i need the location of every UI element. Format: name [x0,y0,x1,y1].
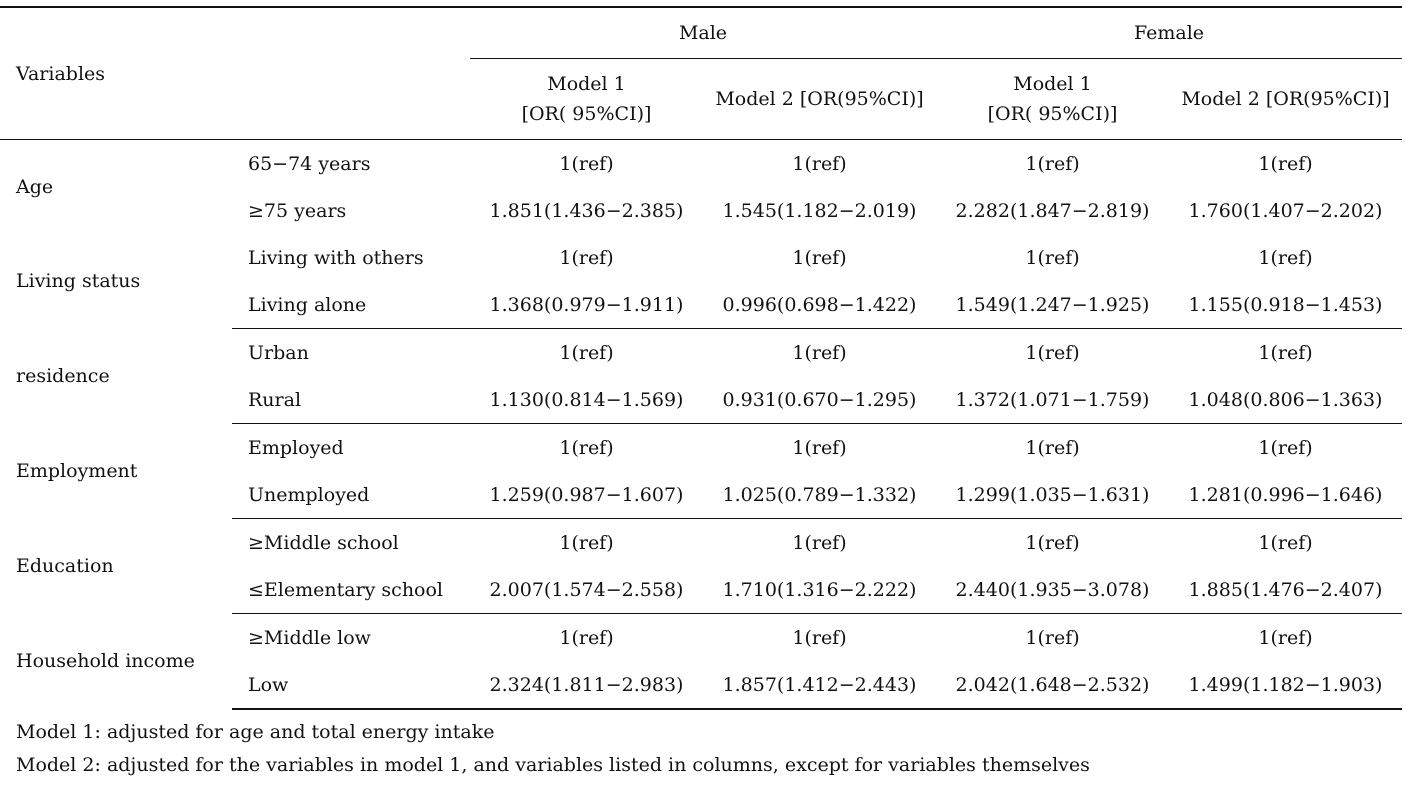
female-model1-value: 1.299(1.035−1.631) [936,471,1169,519]
male-model1-value: 1.130(0.814−1.569) [470,376,703,424]
male-model2-header: Model 2 [OR(95%CI)] [703,59,936,140]
female-model2-value: 1(ref) [1258,152,1313,175]
male-model1-value: 2.007(1.574−2.558) [470,566,703,614]
male-model1-value: 1(ref) [559,436,614,459]
male-model2-value: 1(ref) [792,152,847,175]
male-model1-line2: [OR( 95%CI)] [521,103,652,125]
male-model1-value: 1(ref) [559,246,614,269]
footnote-model2: Model 2: adjusted for the variables in model 1, and variables listed in columns, except for variables themselves [16,754,1090,776]
female-model1-value: 2.440(1.935−3.078) [936,566,1169,614]
female-model1-value: 1(ref) [1025,341,1080,364]
female-model2-value: 1.760(1.407−2.202) [1188,199,1383,222]
male-model2-value: 1(ref) [792,531,847,554]
odds-ratio-table [0,6,1402,710]
table-row [0,234,1402,281]
female-model2-value: 1(ref) [1258,531,1313,554]
table-row [0,329,1402,377]
female-model1-value: 1.372(1.071−1.759) [936,376,1169,424]
category-label: ≥Middle low [248,626,371,649]
male-model1-value: 1(ref) [559,626,614,649]
male-model2-value: 1(ref) [792,626,847,649]
table-row [0,140,1402,188]
category-label: Unemployed [232,471,470,519]
female-model2-value: 1.155(0.918−1.453) [1169,281,1402,329]
male-model1-value: 1(ref) [559,152,614,175]
female-model2-value: 1.499(1.182−1.903) [1169,661,1402,709]
female-model2-value: 1(ref) [1258,246,1313,269]
female-model1-value: 1(ref) [1025,531,1080,554]
category-label: ≥Middle school [248,531,399,554]
male-model1-value: 1(ref) [559,531,614,554]
category-label: 65−74 years [248,152,371,175]
female-model1-value: 1(ref) [1025,436,1080,459]
female-model1-value: 1.549(1.247−1.925) [936,281,1169,329]
female-model2-value: 1(ref) [1258,436,1313,459]
female-model2-value: 1.048(0.806−1.363) [1169,376,1402,424]
male-model2-value: 1(ref) [792,341,847,364]
male-header: Male [470,7,936,59]
female-model1-value: 2.282(1.847−2.819) [955,199,1150,222]
female-header: Female [936,7,1402,59]
variable-label: Living status [16,269,141,292]
male-model1-value: 1.851(1.436−2.385) [489,199,684,222]
female-model2-value: 1.885(1.476−2.407) [1169,566,1402,614]
female-model1-value: 1(ref) [1025,246,1080,269]
female-model1-line2: [OR( 95%CI)] [987,103,1118,125]
male-model2-value: 0.996(0.698−1.422) [703,281,936,329]
variable-label: Age [16,175,54,198]
variable-label: residence [16,364,110,387]
female-model2-value: 1(ref) [1258,341,1313,364]
category-label: Living alone [232,281,470,329]
female-model1-header [936,59,1169,140]
male-model2-value: 0.931(0.670−1.295) [703,376,936,424]
female-model1-value: 1(ref) [1025,152,1080,175]
table-row [0,519,1402,567]
category-label: ≤Elementary school [232,566,470,614]
male-model2-value: 1.857(1.412−2.443) [703,661,936,709]
female-model1-line1: Model 1 [1013,73,1092,95]
table-row [0,614,1402,662]
variable-label: Education [16,554,114,577]
male-model2-value: 1.545(1.182−2.019) [722,199,917,222]
variables-header: Variables [0,7,470,140]
category-label: Employed [248,436,344,459]
female-model2-value: 1(ref) [1258,626,1313,649]
female-model2-header: Model 2 [OR(95%CI)] [1169,59,1402,140]
male-model2-value: 1.025(0.789−1.332) [703,471,936,519]
table-row [0,424,1402,472]
category-label: Rural [232,376,470,424]
female-model2-value: 1.281(0.996−1.646) [1169,471,1402,519]
male-model1-header [470,59,703,140]
table-footnotes [16,716,1396,782]
male-model2-value: 1(ref) [792,436,847,459]
footnote-model1: Model 1: adjusted for age and total energy intake [16,721,495,743]
category-label: ≥75 years [248,199,347,222]
male-model1-value: 2.324(1.811−2.983) [470,661,703,709]
male-model1-value: 1.259(0.987−1.607) [470,471,703,519]
male-model1-value: 1.368(0.979−1.911) [470,281,703,329]
variable-label: Household income [16,649,195,672]
male-model2-value: 1(ref) [792,246,847,269]
male-model2-value: 1.710(1.316−2.222) [703,566,936,614]
category-label: Low [232,661,470,709]
male-model1-line1: Model 1 [547,73,626,95]
female-model1-value: 2.042(1.648−2.532) [936,661,1169,709]
male-model1-value: 1(ref) [559,341,614,364]
variable-label: Employment [16,459,138,482]
category-label: Living with others [248,246,424,269]
female-model1-value: 1(ref) [1025,626,1080,649]
category-label: Urban [248,341,309,364]
